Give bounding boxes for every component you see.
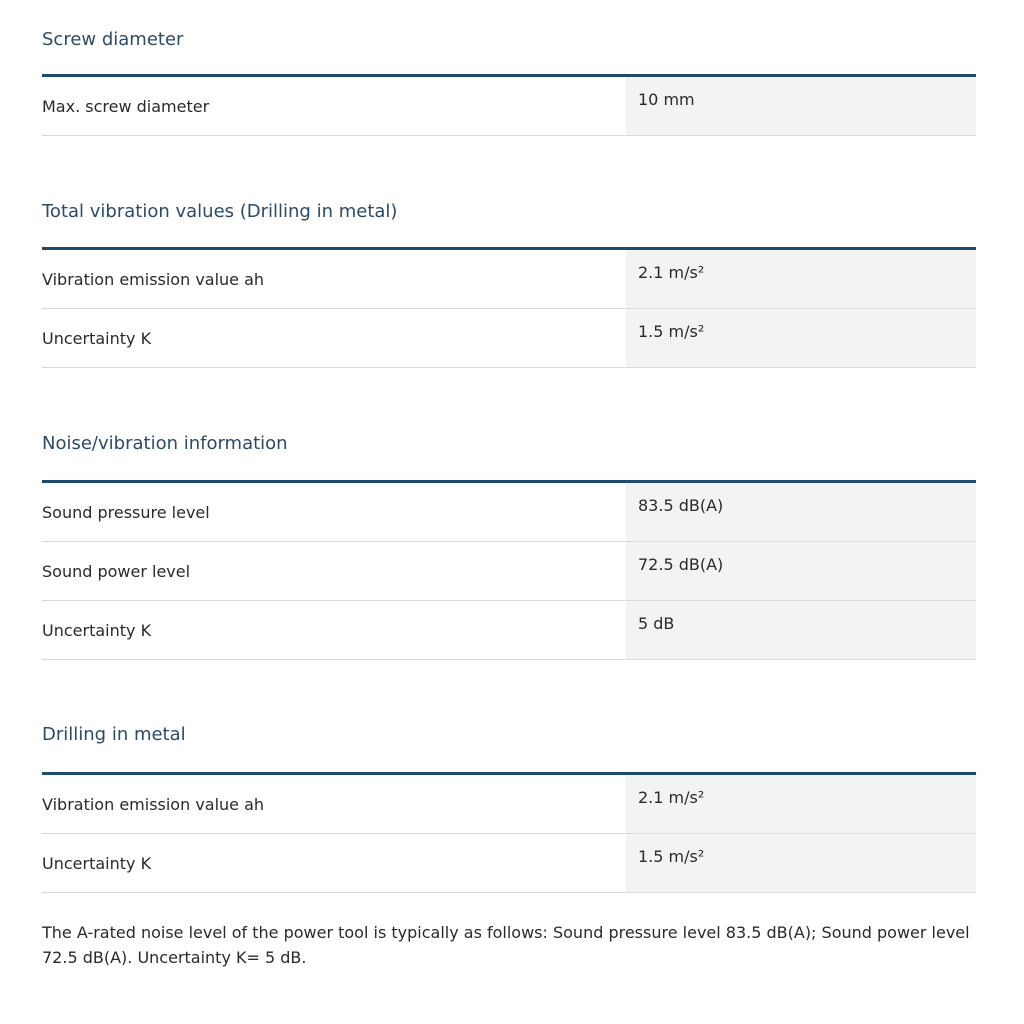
spec-label: Uncertainty K — [42, 854, 152, 873]
spec-value: 1.5 m/s² — [626, 834, 976, 892]
table-row — [42, 542, 976, 601]
spec-value: 72.5 dB(A) — [626, 542, 976, 600]
spec-label: Max. screw diameter — [42, 97, 210, 116]
spec-table-screw-diameter — [42, 74, 976, 136]
spec-label: Uncertainty K — [42, 621, 152, 640]
spec-value: 83.5 dB(A) — [626, 483, 976, 541]
section-title-noise-vibration: Noise/vibration information — [42, 433, 288, 454]
section-title-drilling-in-metal: Drilling in metal — [42, 724, 186, 745]
table-row — [42, 775, 976, 834]
table-row — [42, 309, 976, 368]
spec-value: 5 dB — [626, 601, 976, 659]
spec-value: 1.5 m/s² — [626, 309, 976, 367]
spec-label: Vibration emission value ah — [42, 795, 265, 814]
spec-label: Sound power level — [42, 562, 191, 581]
spec-label: Vibration emission value ah — [42, 270, 265, 289]
noise-level-note: The A-rated noise level of the power tool is typically as follows: Sound pressure level 83.5 dB(A); Sound power level 72.5 dB(A). Uncertainty K= 5 dB. — [42, 923, 970, 967]
spec-table-drilling-in-metal — [42, 772, 976, 893]
table-row — [42, 250, 976, 309]
section-title-screw-diameter: Screw diameter — [42, 29, 184, 50]
spec-value: 2.1 m/s² — [626, 250, 976, 308]
table-row — [42, 834, 976, 893]
section-title-total-vibration: Total vibration values (Drilling in metal) — [42, 201, 398, 222]
table-row — [42, 601, 976, 660]
spec-table-noise-vibration — [42, 480, 976, 660]
spec-table-total-vibration — [42, 247, 976, 368]
table-row — [42, 77, 976, 136]
spec-label: Uncertainty K — [42, 329, 152, 348]
spec-label: Sound pressure level — [42, 503, 210, 522]
spec-value: 2.1 m/s² — [626, 775, 976, 833]
spec-value: 10 mm — [626, 77, 976, 135]
table-row — [42, 483, 976, 542]
